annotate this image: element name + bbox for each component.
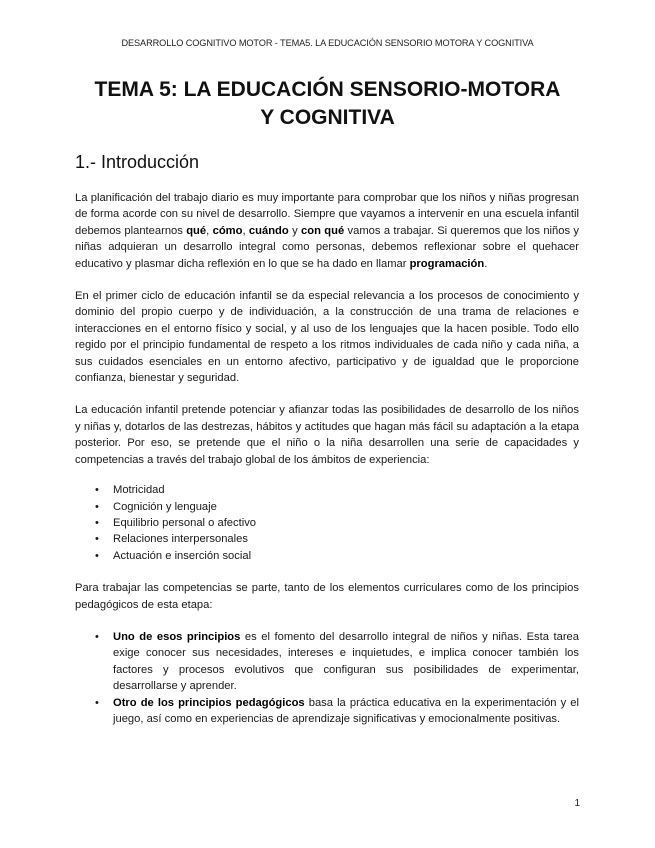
- text-run: .: [484, 257, 488, 270]
- page-number: 1: [574, 798, 580, 809]
- list-item: • Cognición y lenguaje: [75, 499, 579, 515]
- paragraph-planning: [75, 190, 579, 272]
- principles-list: [75, 629, 579, 727]
- text-run: La planificación del trabajo diario es muy importante para comprobar que los niños y niñas progresan de forma acorde con su nivel de desarrollo. Siempre que vayamos a intervenir en una escuela infantil debemos plantearnos: [75, 192, 579, 237]
- paragraph-infant-education: La educación infantil pretende potenciar y afianzar todas las posibilidades de desarrollo de los niños y niñas y, dotarlos de las destrezas, hábitos y actitudes que hagan más fácil su adaptación a la etapa posterior. Por eso, se pretende que el niño o la niña desarrollen una serie de capacidades y competencias a través del trabajo global de los ámbitos de experiencia:: [75, 404, 579, 466]
- principle-item: [75, 695, 579, 728]
- document-body: [75, 190, 579, 727]
- principle-text: basa la práctica educativa en la experimentación y el juego, así como en experiencias de aprendizaje significativas y emocionalmente positivas.: [113, 696, 579, 725]
- title-line-1: TEMA 5: LA EDUCACIÓN SENSORIO-MOTORA: [94, 78, 561, 101]
- text-run: y: [288, 224, 302, 237]
- bold-term: qué: [186, 224, 207, 237]
- paragraph-first-cycle: En el primer ciclo de educación infantil se da especial relevancia a los procesos de conocimiento y dominio del propio cuerpo y de individuación, a la construcción de una trama de relaciones e interacciones en el entorno físico y social, y al uso de los lenguajes que la hacen posible. Todo ello regido por el principio fundamental de respeto a los ritmos individuales de cada niño y cada niña, a sus cuidados esenciales en un entorno afectivo, participativo y de igualdad que le proporcione confianza, bienestar y seguridad.: [75, 290, 579, 385]
- bold-term: programación: [409, 257, 485, 270]
- title-line-2: Y COGNITIVA: [260, 106, 395, 129]
- bold-term: cómo: [212, 224, 243, 237]
- paragraph-competences: Para trabajar las competencias se parte, tanto de los elementos curriculares como de los principios pedagógicos de esta etapa:: [75, 582, 579, 611]
- text-run: ,: [206, 224, 213, 237]
- principle-item: [75, 629, 579, 695]
- list-item: • Actuación e inserción social: [75, 548, 579, 564]
- principle-lead: Otro de los principios pedagógicos: [113, 696, 305, 709]
- bold-term: con qué: [301, 224, 345, 237]
- experience-areas-list: [75, 482, 579, 564]
- text-run: ,: [242, 224, 249, 237]
- list-item: • Relaciones interpersonales: [75, 531, 579, 547]
- bold-term: cuándo: [248, 224, 289, 237]
- running-header: DESARROLLO COGNITIVO MOTOR - TEMA5. LA EDUCACIÓN SENSORIO MOTORA Y COGNITIVA: [121, 38, 534, 48]
- list-item: • Equilibrio personal o afectivo: [75, 515, 579, 531]
- list-item: • Motricidad: [75, 482, 579, 498]
- section-heading: 1.- Introducción: [75, 152, 200, 172]
- principle-text: es el fomento del desarrollo integral de niños y niñas. Esta tarea exige conocer sus necesidades, intereses e inquietudes, e implica conocer también los factores y procesos evolutivos que configuran sus posibilidades de experimentar, desarrollarse y aprender.: [113, 630, 580, 693]
- text-run: vamos a trabajar. Si queremos que los niños y niñas adquieran un desarrollo integral como personas, debemos reflexionar sobre el quehacer educativo y plasmar dicha reflexión en lo que se ha dado en llamar: [75, 224, 580, 270]
- document-title: [60, 76, 595, 132]
- principle-lead: Uno de esos principios: [113, 630, 241, 643]
